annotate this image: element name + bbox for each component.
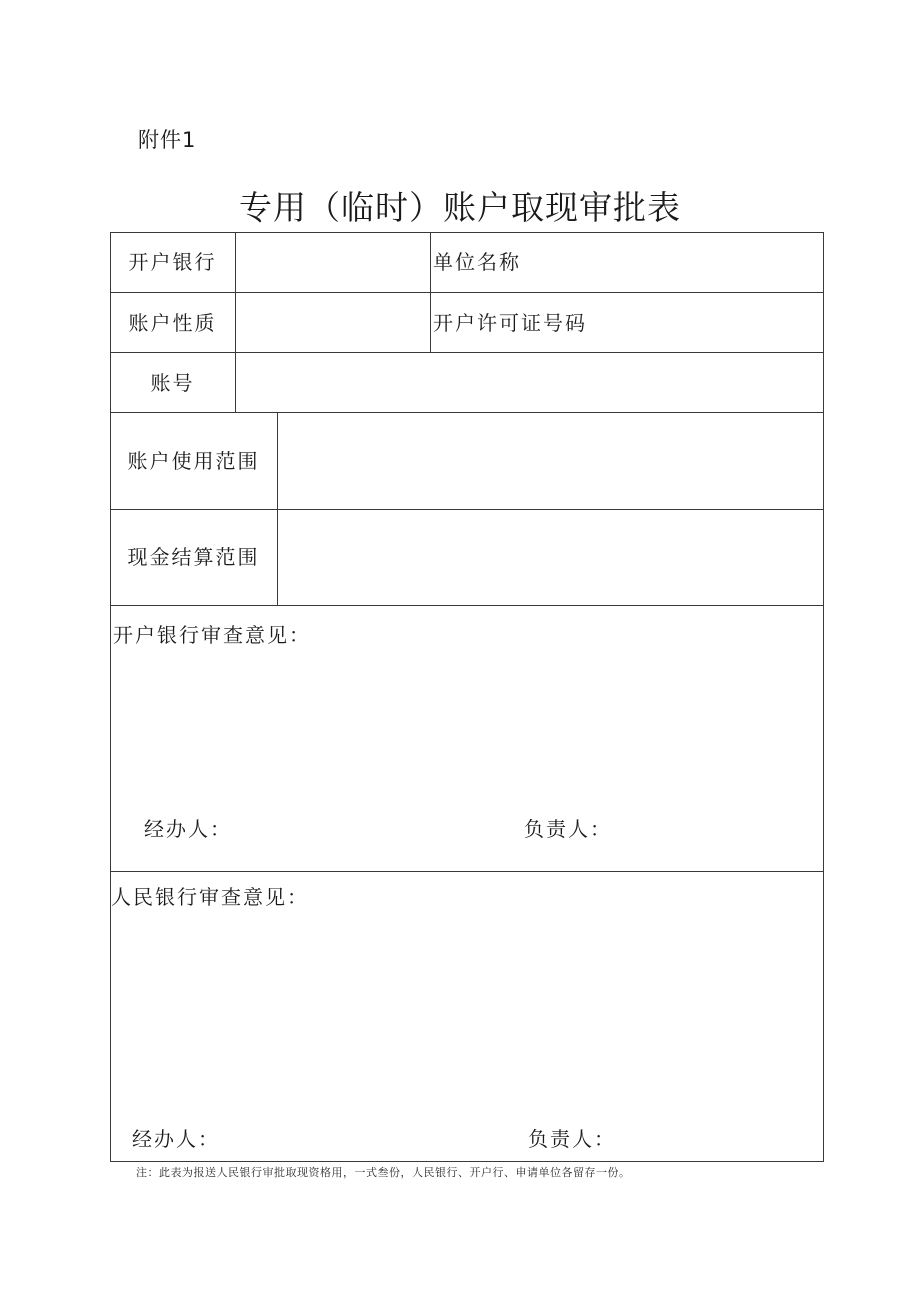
usage-scope-value[interactable]	[278, 413, 823, 509]
usage-scope-label: 账户使用范围	[127, 449, 260, 473]
table-border-top	[110, 232, 824, 233]
column-divider	[430, 232, 431, 352]
open-bank-value[interactable]	[236, 233, 430, 292]
table-border-bottom	[110, 1161, 824, 1162]
pboc-review-heading: 人民银行审查意见：	[111, 885, 309, 909]
cash-settlement-scope-value[interactable]	[278, 510, 823, 605]
bank-review-heading: 开户银行审查意见：	[113, 623, 311, 647]
form-title: 专用（临时）账户取现审批表	[239, 188, 681, 227]
permit-number-label: 开户许可证号码	[433, 311, 587, 335]
account-number-label: 账号	[150, 371, 195, 395]
open-bank-label: 开户银行	[128, 250, 217, 274]
account-nature-value[interactable]	[236, 293, 430, 352]
row-divider	[110, 605, 824, 606]
row-divider	[110, 871, 824, 872]
pboc-review-handler-label: 经办人：	[132, 1127, 220, 1151]
account-number-value[interactable]	[236, 353, 823, 412]
footnote: 注：此表为报送人民银行审批取现资格用，一式叁份，人民银行、开户行、申请单位各留存一份。	[136, 1166, 631, 1179]
unit-name-label: 单位名称	[433, 250, 521, 274]
bank-review-responsible-label: 负责人：	[524, 817, 612, 841]
row-divider	[110, 292, 824, 293]
cash-settlement-scope-label: 现金结算范围	[127, 545, 260, 569]
approval-form-table	[110, 232, 824, 1162]
table-border-right	[823, 232, 824, 1162]
pboc-review-responsible-label: 负责人：	[528, 1127, 616, 1151]
account-nature-label: 账户性质	[128, 311, 217, 335]
bank-review-handler-label: 经办人：	[144, 817, 232, 841]
attachment-label: 附件1	[138, 128, 197, 152]
